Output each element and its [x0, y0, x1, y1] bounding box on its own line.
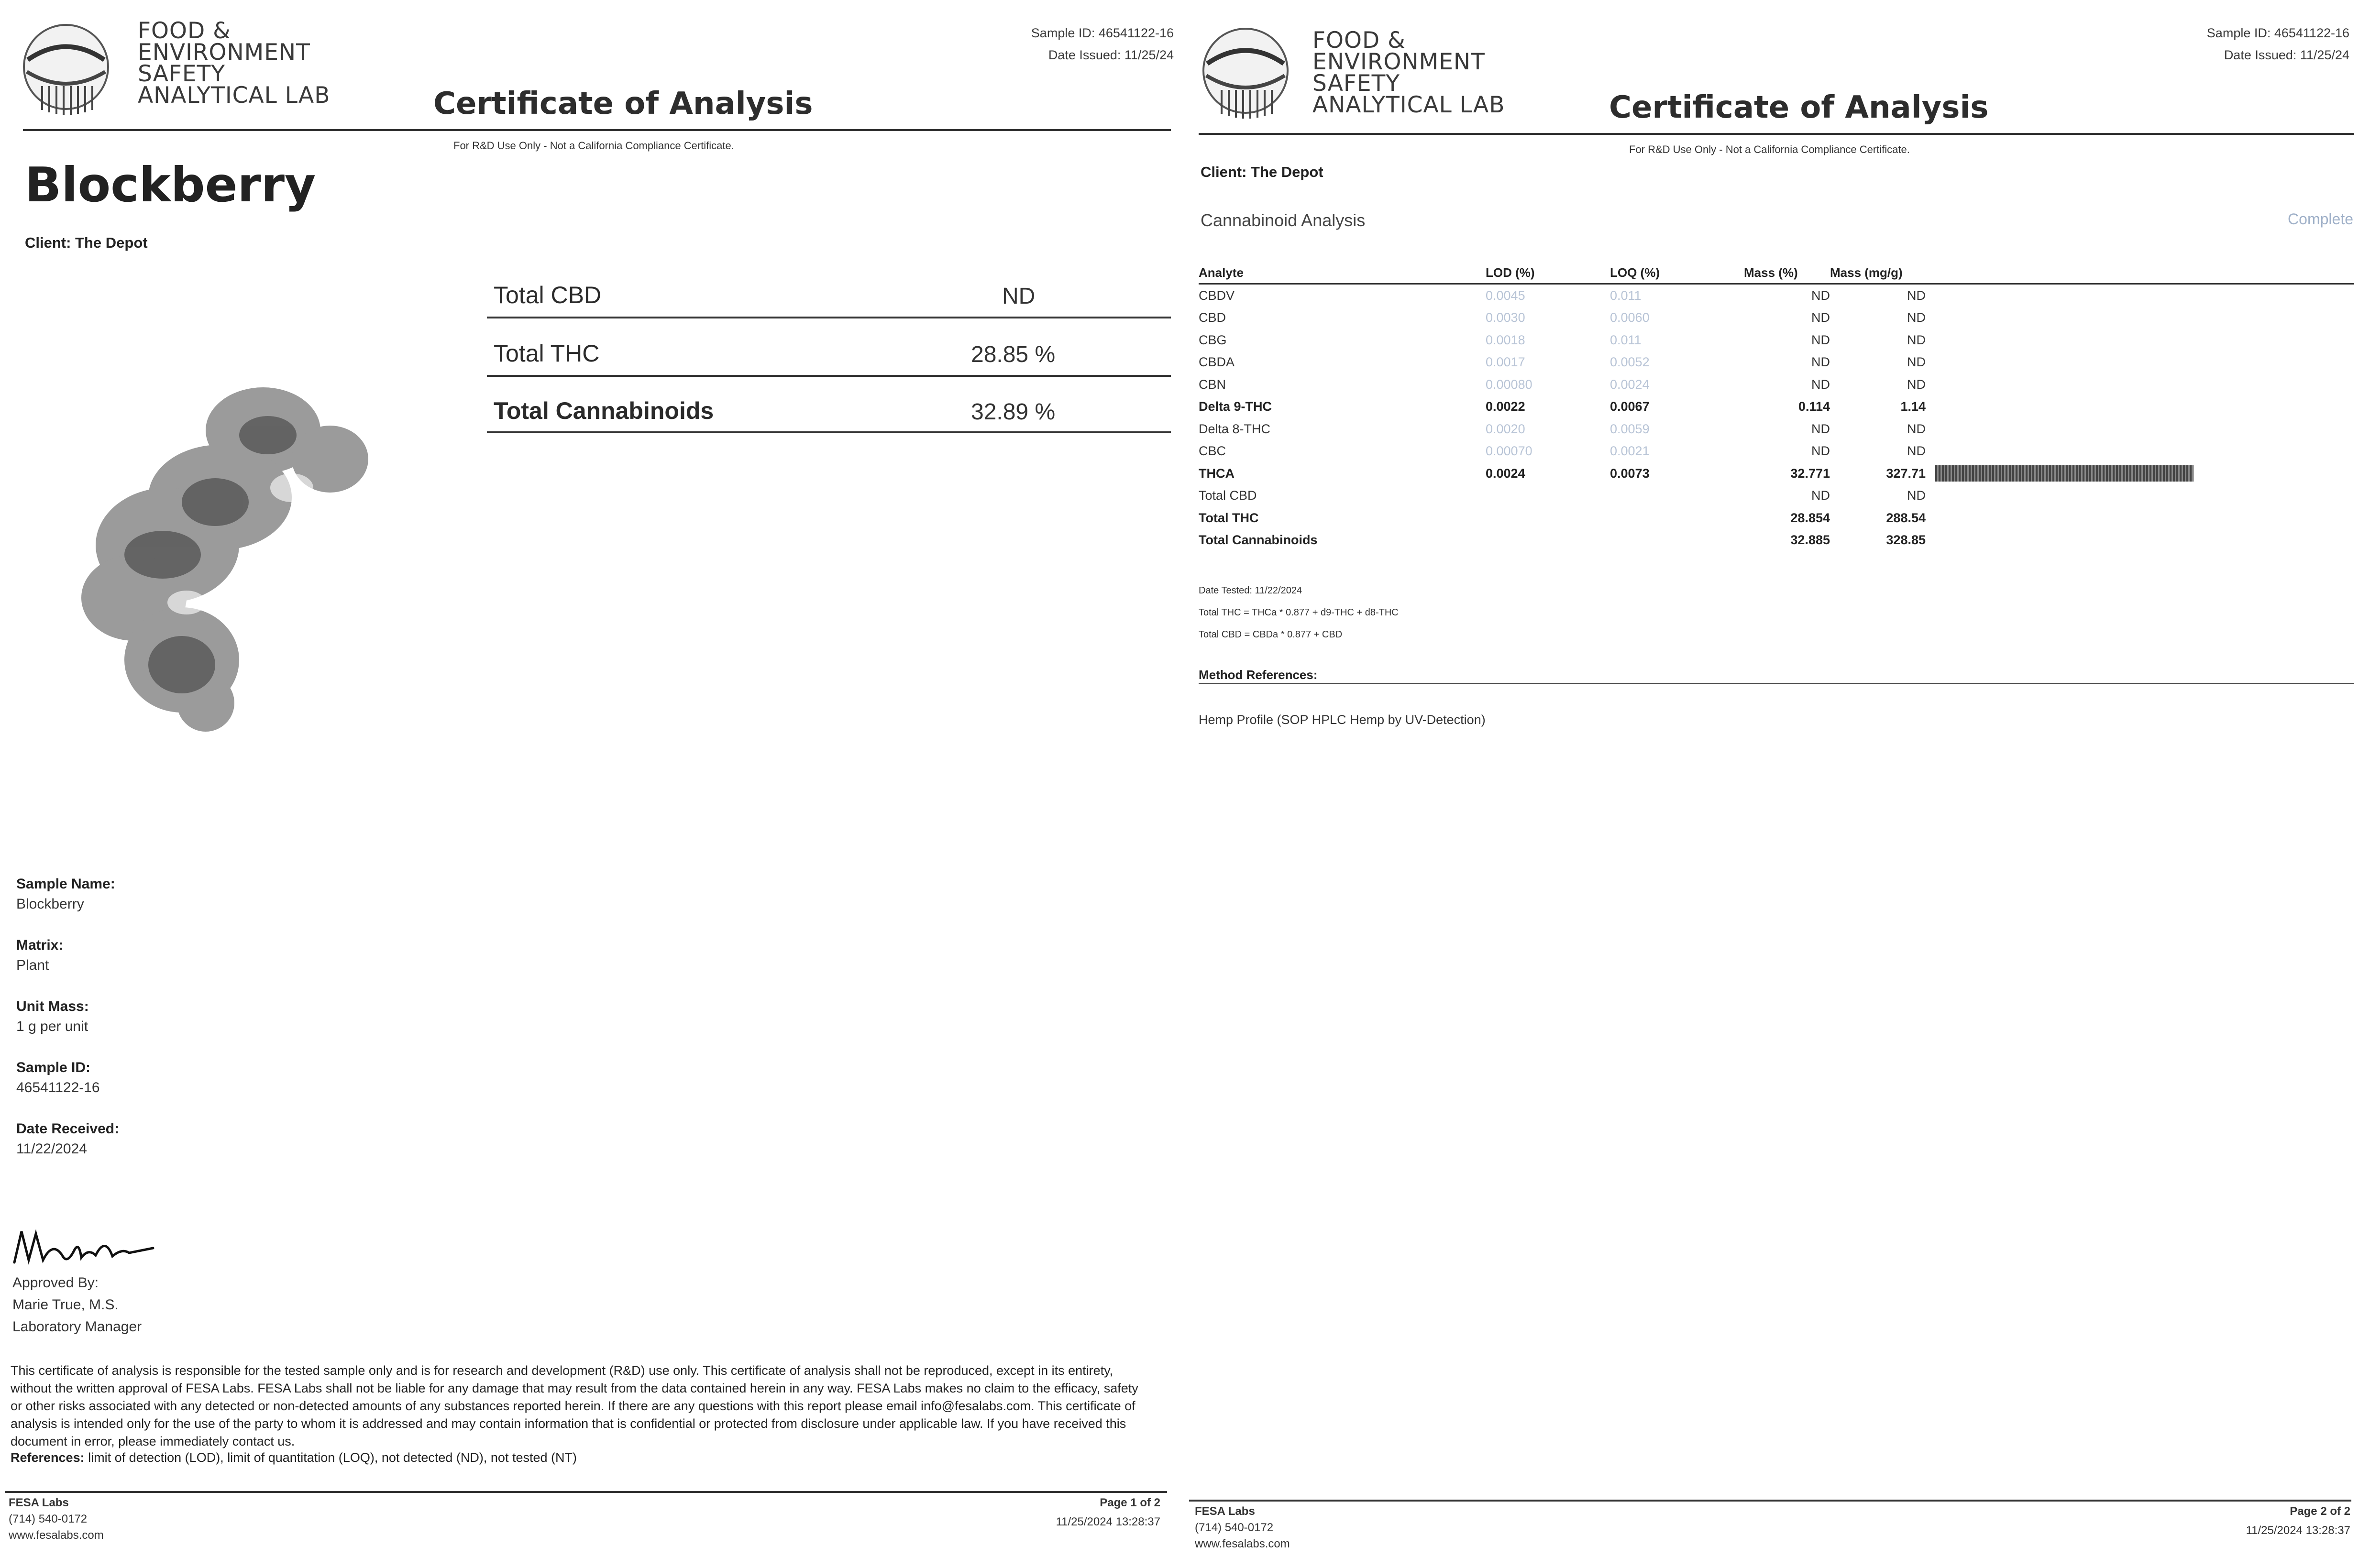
footer-timestamp: 11/25/2024 13:28:37	[1056, 1515, 1160, 1528]
logo-emblem-icon	[23, 14, 109, 124]
table-row	[1199, 529, 2354, 552]
col-analyte: Analyte	[1199, 262, 1486, 284]
client-label: Client: The Depot	[25, 234, 148, 251]
header-rule	[1199, 133, 2354, 135]
analyte-cell: CBN	[1199, 377, 1226, 392]
page-number: Page 2 of 2	[2290, 1505, 2350, 1518]
info-value: 11/22/2024	[16, 1141, 87, 1157]
info-label: Matrix:	[16, 937, 64, 953]
bar-cell	[1926, 284, 2354, 307]
mass-mg-cell: 288.54	[1886, 510, 1926, 525]
bar-cell	[1926, 418, 2354, 440]
table-row	[1199, 485, 2354, 507]
lod-cell: 0.0045	[1486, 288, 1525, 303]
logo-line: SAFETY	[1312, 70, 1400, 97]
lod-cell: 0.0024	[1486, 466, 1525, 481]
formula-total-cbd: Total CBD = CBDa * 0.877 + CBD	[1199, 629, 1343, 640]
table-row	[1199, 329, 2354, 351]
logo-wordmark	[1312, 27, 1505, 118]
lod-cell: 0.0020	[1486, 421, 1525, 436]
fesa-logo	[23, 14, 109, 124]
mass-mg-cell: ND	[1907, 355, 1926, 370]
signature-image	[10, 1222, 158, 1274]
page-title: Certificate of Analysis	[433, 86, 813, 121]
summary-rule	[487, 375, 1171, 377]
info-value: 1 g per unit	[16, 1019, 88, 1034]
bar-cell	[1926, 507, 2354, 529]
loq-cell: 0.0060	[1610, 310, 1650, 325]
method-references-label: Method References:	[1199, 668, 1318, 682]
logo-line: ANALYTICAL LAB	[1312, 92, 1505, 118]
col-mass-mg: Mass (mg/g)	[1830, 262, 1926, 284]
mass-mg-cell: ND	[1907, 288, 1926, 303]
analyte-cell: CBC	[1199, 444, 1226, 459]
bar-cell	[1926, 462, 2354, 485]
lod-cell: 0.00080	[1486, 377, 1532, 392]
col-bar	[1926, 262, 2354, 284]
bar-cell	[1926, 529, 2354, 552]
analyte-cell: Delta 8-THC	[1199, 421, 1271, 436]
loq-cell: 0.0067	[1610, 399, 1650, 414]
mass-mg-cell: 327.71	[1886, 466, 1926, 481]
cannabinoid-table-body	[1199, 284, 2354, 552]
lod-cell: 0.0030	[1486, 310, 1525, 325]
cannabinoid-table	[1199, 262, 2354, 551]
mass-mg-cell: ND	[1907, 332, 1926, 347]
summary-value: 28.85 %	[971, 342, 1056, 367]
method-text: Hemp Profile (SOP HPLC Hemp by UV-Detection)	[1199, 713, 1486, 727]
disclaimer-text: This certificate of analysis is responsible for the tested sample only and is for research and development (R&D) use only. This certificate of analysis shall not be reproduced, except in its entirety, without the written approval of FESA Labs. FESA Labs shall not be liable for any damage that may result from the data contained herein in any way. FESA Labs makes no claim to the efficacy, safety or other risks associated with any detected or non-detected amounts of any substances reported herein. If there are any questions with this report please email info@fesalabs.com. This certificate of analysis is intended only for the use of the party to whom it is addressed and may contain information that is confidential or protected from disclosure under applicable law. If you have received this document in error, please immediately contact us.	[11, 1363, 1138, 1448]
summary-rule	[487, 431, 1171, 433]
mass-pct-cell: ND	[1811, 421, 1830, 436]
footer-website: www.fesalabs.com	[1195, 1537, 1290, 1550]
info-label: Unit Mass:	[16, 998, 89, 1014]
sample-id-header: Sample ID: 46541122-16	[1031, 26, 1174, 40]
mass-pct-cell: ND	[1811, 332, 1830, 347]
formula-total-thc: Total THC = THCa * 0.877 + d9-THC + d8-THC	[1199, 607, 1399, 618]
mass-pct-cell: 0.114	[1798, 399, 1830, 414]
mass-pct-cell: ND	[1811, 355, 1830, 370]
mass-mg-cell: 328.85	[1886, 533, 1926, 548]
loq-cell	[1610, 529, 1744, 552]
info-value: Blockberry	[16, 896, 84, 912]
summary-value: 32.89 %	[971, 399, 1056, 425]
summary-label: Total THC	[494, 340, 600, 367]
table-row	[1199, 351, 2354, 374]
summary-rule	[487, 317, 1171, 318]
loq-cell: 0.0024	[1610, 377, 1650, 392]
footer-rule	[5, 1491, 1167, 1493]
lod-cell: 0.0018	[1486, 332, 1525, 347]
analyte-cell: THCA	[1199, 466, 1235, 481]
page-title: Certificate of Analysis	[1609, 90, 1989, 125]
page-number: Page 1 of 2	[1100, 1496, 1160, 1509]
logo-line: ENVIRONMENT	[1312, 49, 1485, 75]
loq-cell: 0.011	[1610, 332, 1642, 347]
table-row	[1199, 373, 2354, 396]
date-tested: Date Tested: 11/22/2024	[1199, 585, 1302, 596]
header-rule	[23, 129, 1171, 131]
mass-pct-cell: 32.885	[1790, 533, 1830, 548]
page-subtitle: For R&D Use Only - Not a California Compliance Certificate.	[453, 140, 734, 152]
header-meta	[1031, 22, 1174, 66]
mass-pct-cell: 32.771	[1790, 466, 1830, 481]
bar-cell	[1926, 440, 2354, 463]
loq-cell: 0.0073	[1610, 466, 1650, 481]
loq-cell: 0.0021	[1610, 444, 1650, 459]
analyte-cell: Total CBD	[1199, 488, 1257, 503]
lod-cell	[1486, 485, 1610, 507]
summary-value: ND	[1002, 284, 1036, 309]
notes	[1199, 580, 1399, 646]
lod-cell: 0.0022	[1486, 399, 1525, 414]
client-label: Client: The Depot	[1201, 164, 1323, 180]
approver-role: Laboratory Manager	[12, 1319, 142, 1335]
lod-cell	[1486, 507, 1610, 529]
info-label: Sample Name:	[16, 876, 115, 892]
bar-cell	[1926, 485, 2354, 507]
bar-cell	[1926, 307, 2354, 329]
loq-cell: 0.0059	[1610, 421, 1650, 436]
summary-label: Total Cannabinoids	[494, 397, 714, 424]
bar-cell	[1926, 329, 2354, 351]
mass-mg-cell: ND	[1907, 444, 1926, 459]
analyte-cell: CBDA	[1199, 355, 1235, 370]
col-mass-pct: Mass (%)	[1744, 262, 1830, 284]
loq-cell: 0.0052	[1610, 355, 1650, 370]
thca-level-bar	[1935, 465, 2194, 482]
footer-rule	[1189, 1500, 2351, 1502]
footer-company: FESA Labs	[1195, 1505, 1255, 1518]
logo-line: ENVIRONMENT	[138, 39, 310, 66]
header-meta	[2207, 22, 2349, 66]
col-loq: LOQ (%)	[1610, 262, 1744, 284]
table-header-row	[1199, 262, 2354, 284]
mass-pct-cell: 28.854	[1790, 510, 1830, 525]
info-value: Plant	[16, 957, 49, 973]
footer-timestamp: 11/25/2024 13:28:37	[2246, 1524, 2350, 1537]
lod-cell: 0.00070	[1486, 444, 1532, 459]
table-row	[1199, 462, 2354, 485]
logo-line: FOOD &	[138, 18, 231, 44]
mass-pct-cell: ND	[1811, 488, 1830, 503]
analyte-cell: CBDV	[1199, 288, 1235, 303]
mass-mg-cell: ND	[1907, 421, 1926, 436]
loq-cell: 0.011	[1610, 288, 1642, 303]
table-row	[1199, 440, 2354, 463]
analyte-cell: CBG	[1199, 332, 1227, 347]
mass-pct-cell: ND	[1811, 310, 1830, 325]
table-row	[1199, 284, 2354, 307]
footer-phone: (714) 540-0172	[9, 1513, 88, 1525]
mass-mg-cell: ND	[1907, 488, 1926, 503]
references	[11, 1449, 1149, 1467]
summary-label: Total CBD	[494, 282, 602, 308]
signature-icon	[10, 1222, 158, 1274]
fesa-logo	[1202, 18, 1289, 128]
sample-name-heading: Blockberry	[25, 157, 316, 213]
mass-pct-cell: ND	[1811, 288, 1830, 303]
references-text: limit of detection (LOD), limit of quantitation (LOQ), not detected (ND), not tested (NT)	[88, 1450, 577, 1465]
footer-left	[9, 1495, 104, 1544]
sample-info	[16, 876, 119, 1157]
approved-by-label: Approved By:	[12, 1275, 99, 1291]
analyte-cell: CBD	[1199, 310, 1226, 325]
footer-company: FESA Labs	[9, 1496, 69, 1509]
logo-line: ANALYTICAL LAB	[138, 82, 331, 109]
coa-page-2	[1180, 0, 2359, 1568]
info-value: 46541122-16	[16, 1080, 100, 1096]
table-row	[1199, 307, 2354, 329]
footer-right	[1056, 1495, 1160, 1530]
analyte-cell: Delta 9-THC	[1199, 399, 1272, 414]
footer-phone: (714) 540-0172	[1195, 1521, 1274, 1534]
analyte-cell: Total THC	[1199, 510, 1259, 525]
footer-website: www.fesalabs.com	[9, 1529, 104, 1542]
analyte-cell: Total Cannabinoids	[1199, 533, 1318, 548]
mass-mg-cell: 1.14	[1900, 399, 1926, 414]
plant-image-icon	[62, 373, 368, 736]
mass-mg-cell: ND	[1907, 377, 1926, 392]
date-issued: Date Issued: 11/25/24	[1048, 48, 1174, 62]
approval-block	[12, 1272, 142, 1338]
info-label: Sample ID:	[16, 1060, 91, 1075]
loq-cell	[1610, 507, 1744, 529]
table-row	[1199, 507, 2354, 529]
bar-cell	[1926, 373, 2354, 396]
lod-cell	[1486, 529, 1610, 552]
page-subtitle: For R&D Use Only - Not a California Compliance Certificate.	[1629, 143, 1910, 155]
logo-wordmark	[138, 18, 331, 109]
sample-id-header: Sample ID: 46541122-16	[2206, 26, 2349, 40]
references-label: References:	[11, 1450, 85, 1465]
logo-emblem-icon	[1202, 18, 1289, 128]
table-row	[1199, 396, 2354, 418]
bar-cell	[1926, 396, 2354, 418]
footer-right	[2246, 1503, 2350, 1539]
loq-cell	[1610, 485, 1744, 507]
table-row	[1199, 418, 2354, 440]
col-lod: LOD (%)	[1486, 262, 1610, 284]
section-title: Cannabinoid Analysis	[1201, 210, 1366, 230]
lod-cell: 0.0017	[1486, 355, 1525, 370]
status-badge: Complete	[2288, 210, 2353, 228]
sample-photo	[62, 373, 368, 736]
mass-pct-cell: ND	[1811, 377, 1830, 392]
mass-pct-cell: ND	[1811, 444, 1830, 459]
footer-left	[1195, 1503, 1290, 1552]
approver-name: Marie True, M.S.	[12, 1297, 119, 1313]
bar-cell	[1926, 351, 2354, 374]
logo-line: SAFETY	[138, 61, 226, 87]
date-issued: Date Issued: 11/25/24	[2224, 48, 2349, 62]
mass-mg-cell: ND	[1907, 310, 1926, 325]
info-label: Date Received:	[16, 1121, 120, 1137]
method-rule	[1199, 683, 2354, 684]
logo-line: FOOD &	[1312, 27, 1406, 54]
